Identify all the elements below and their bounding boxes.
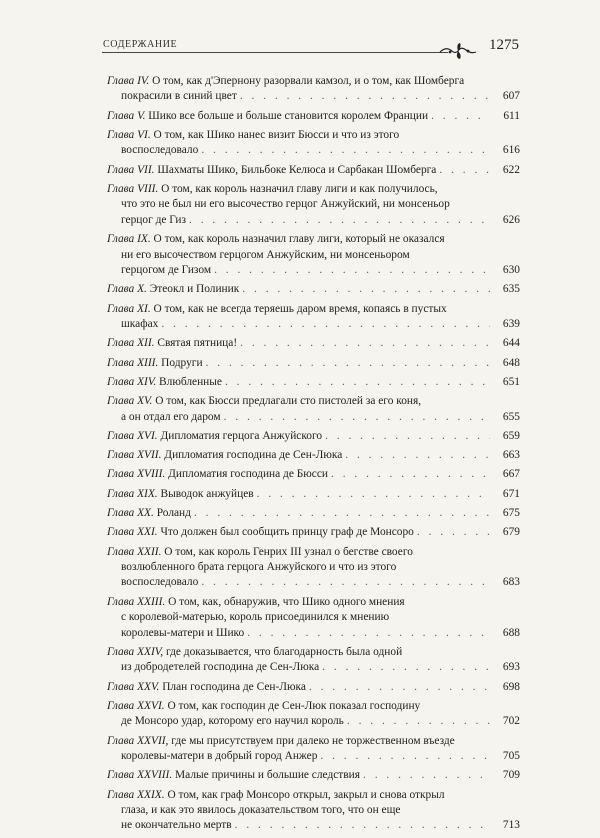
entry-text [107,789,445,801]
entry-line [107,680,490,695]
entry-line [107,545,490,560]
entry-line [107,197,490,212]
entry-text [107,735,455,747]
chapter-title-text: О том, как не всегда теряешь даром время, копаясь в пустых [153,302,447,315]
entry-line [107,89,490,104]
entry-page-number: 688 [502,626,520,639]
entry-line [107,803,490,818]
dot-leader [189,213,490,228]
entry-line [107,302,490,317]
page-number: 1275 [489,37,519,53]
entry-text [107,395,421,407]
entry-text [107,356,203,371]
entry-page-number: 705 [502,749,520,762]
entry-line [107,336,490,351]
entry-text [107,336,237,351]
chapter-label: Глава VI. [107,129,151,141]
chapter-title-text: Шахматы Шико, Бильбоке Келюса и Сарбакан Шомберга [157,163,437,176]
entry-page-number: 635 [502,283,520,296]
dot-leader [206,356,490,371]
entry-line [107,818,490,833]
chapter-label: Глава VIII. [107,183,159,195]
entry-text [121,410,221,425]
entry-line [107,143,490,158]
chapter-label: Глава XII. [107,337,155,350]
toc-entry [107,506,520,521]
entry-page-number: 709 [502,769,520,782]
chapter-title-text: покрасили в синий цвет [121,90,237,103]
entry-text [107,768,360,783]
chapter-title-text: воспоследовало [121,144,199,157]
chapter-title-text: не окончательно мертв [121,819,232,832]
entry-line [107,749,490,764]
entry-line [107,506,490,521]
chapter-title-text: О том, как, обнаружив, что Шико одного мнения [168,595,405,608]
entry-text [121,749,317,764]
entry-page-number: 607 [502,90,520,103]
chapter-title-text: королевы-матери и Шико [121,626,245,639]
entry-page-number: 671 [502,487,520,500]
entry-text [121,249,410,261]
entry-text [121,561,396,573]
entry-line [107,232,490,247]
entry-text [107,183,438,195]
toc-entry [107,680,520,695]
toc-entry [107,163,520,178]
dot-leader [431,109,490,124]
entry-page-number: 626 [502,213,520,226]
entry-line [107,595,490,610]
entry-text [107,303,447,315]
chapter-title-text: герцог де Гиз [121,213,187,226]
chapter-title-text: О том, как король назначил главу лиги и как получилось, [161,183,438,195]
toc-entry [107,375,520,390]
table-of-contents [107,74,520,838]
dot-leader [242,282,490,297]
chapter-title-text: О том, как граф Монсоро открыл, закрыл и снова открыл [167,788,445,801]
chapter-title-text: О том, как господин де Сен-Люк показал господину [167,699,421,712]
dot-leader [225,375,490,390]
entry-page-number: 655 [502,410,520,423]
entry-text [107,109,428,124]
chapter-title-text: шкафах [121,317,159,330]
entry-page-number: 644 [502,337,520,350]
entry-page-number: 659 [502,429,520,442]
entry-line [107,263,490,278]
chapter-label: Глава XXIX. [107,788,165,801]
chapter-label: Глава X. [107,283,147,296]
entry-text [107,163,436,178]
chapter-label: Глава XVI. [107,429,158,442]
entry-text [121,611,389,623]
chapter-title-text: ни его высочеством герцогом Анжуйским, ни монсеньором [121,248,410,261]
entry-line [107,467,490,482]
entry-page-number: 663 [502,449,520,462]
chapter-title-text: возлюбленного брата герцога Анжуйского и что из этого [121,561,397,573]
toc-entry [107,128,520,159]
chapter-title-text: где доказывается, что благодарность была одной [166,645,403,658]
chapter-label: Глава XIV. [107,375,157,388]
chapter-title-text: глаза, и как это явилось доказательством того, что он еще [121,803,401,816]
entry-line [107,109,490,124]
toc-entry [107,788,520,834]
toc-entry [107,74,520,105]
entry-text [121,660,319,675]
chapter-label: Глава XVIII. [107,468,166,481]
chapter-title-text: О том, как д'Эпернону разорвали камзол, и о том, как Шомберга [152,75,465,87]
entry-page-number: 693 [502,661,520,674]
entry-line [107,575,490,590]
toc-entry [107,394,520,425]
entry-line [107,74,490,89]
chapter-title-text: О том, как король Генрих III узнал о бегстве своего [164,545,413,558]
chapter-title-text: О том, как Шико нанес визит Бюсси и что из этого [153,129,400,141]
chapter-label: Глава XXIII. [107,595,166,608]
toc-entry [107,545,520,591]
chapter-label: Глава XXVI. [107,699,165,712]
entry-text [107,525,414,540]
entry-page-number: 667 [502,468,520,481]
section-title: СОДЕРЖАНИЕ [103,39,178,50]
entry-page-number: 622 [502,163,520,176]
dot-leader [201,143,490,158]
entry-text [121,198,450,210]
toc-entry [107,356,520,371]
entry-text [107,467,328,482]
dot-leader [247,626,490,641]
entry-text [121,626,244,641]
entry-page-number: 698 [502,680,520,693]
dot-leader [240,336,490,351]
chapter-label: Глава VII. [107,163,155,176]
toc-entry [107,645,520,676]
dot-leader [161,317,490,332]
entry-page-number: 675 [502,507,520,519]
chapter-label: Глава XXVII, [107,734,169,747]
chapter-label: Глава XV. [107,395,153,408]
entry-line [107,768,490,783]
toc-entry [107,232,520,278]
entry-line [107,128,490,143]
dot-leader [345,448,490,463]
entry-line [107,788,490,803]
chapter-title-text: королевы-матери в добрый город Анжер [121,749,318,762]
chapter-title-text: Дипломатия герцога Анжуйского [160,429,323,442]
chapter-label: Глава XXV. [107,680,160,693]
entry-text [107,282,239,297]
entry-line [107,645,490,660]
toc-entry [107,734,520,765]
chapter-label: Глава IX. [107,233,151,246]
toc-entry [107,302,520,333]
chapter-label: Глава IV. [107,75,150,87]
entry-line [107,410,490,425]
chapter-title-text: План господина де Сен-Люка [162,680,306,693]
toc-entry [107,109,520,124]
chapter-label: Глава XXIV, [107,645,164,658]
entry-text [121,714,344,729]
chapter-label: Глава XIX. [107,487,158,500]
toc-entry [107,182,520,228]
entry-page-number: 713 [502,819,520,832]
entry-line [107,429,490,444]
entry-text [121,804,400,816]
entry-text [107,233,445,245]
toc-entry [107,429,520,444]
entry-line [107,487,490,502]
dot-leader [417,525,490,540]
entry-page-number: 648 [502,356,520,369]
header-rule [102,52,448,53]
entry-text [121,575,198,590]
dot-leader [322,660,490,675]
chapter-title-text: Этеокл и Полиник [149,283,240,296]
chapter-title-text: де Монсоро удар, которому его научил король [121,715,344,728]
toc-entry [107,336,520,351]
entry-line [107,375,490,390]
entry-line [107,660,490,675]
dot-leader [439,163,490,178]
entry-line [107,734,490,749]
entry-line [107,714,490,729]
entry-text [107,680,306,695]
entry-text [107,429,322,444]
entry-text [107,75,464,87]
entry-line [107,356,490,371]
entry-text [107,700,420,712]
entry-text [121,213,186,228]
dot-leader [363,768,490,783]
chapter-title-text: Дипломатия господина де Сен-Люка [164,449,343,462]
chapter-label: Глава XXI. [107,526,158,539]
entry-text [121,818,232,833]
entry-line [107,448,490,463]
chapter-title-text: О том, как Бюсси предлагали сто пистолей за его коня, [155,395,422,408]
entry-line [107,626,490,641]
chapter-title-text: что это не был ни его высочество герцог Анжуйский, ни монсеньор [121,198,450,211]
chapter-title-text: Роланд [156,507,191,519]
chapter-label: Глава XXVIII. [107,769,173,782]
entry-line [107,560,490,575]
chapter-title-text: где мы присутствуем при далеко не торжественном въезде [171,734,455,747]
entry-line [107,610,490,625]
dot-leader [309,680,490,695]
running-header [100,30,520,52]
chapter-title-text: Подруги [161,356,203,369]
dot-leader [201,575,490,590]
entry-text [121,317,158,332]
entry-line [107,394,490,409]
toc-entry [107,525,520,540]
chapter-label: Глава XX. [107,507,154,519]
entry-text [107,129,399,141]
dot-leader [257,487,490,502]
entry-line [107,282,490,297]
dot-leader [235,818,490,833]
toc-entry [107,282,520,297]
entry-line [107,317,490,332]
entry-text [121,143,198,158]
chapter-title-text: Шико все больше и больше становится королем Франции [148,109,429,122]
entry-line [107,182,490,197]
entry-line [107,213,490,228]
entry-page-number: 651 [502,375,520,388]
chapter-title-text: Выводок анжуйцев [160,487,254,500]
dot-leader [214,263,490,278]
entry-text [107,596,405,608]
chapter-label: Глава XIII. [107,356,159,369]
dot-leader [224,410,490,425]
toc-entry [107,467,520,482]
dot-leader [331,467,490,482]
chapter-title-text: герцогом де Гизом [121,263,212,276]
entry-page-number: 616 [502,144,520,157]
entry-page-number: 702 [502,715,520,728]
chapter-label: Глава XXII. [107,545,162,558]
ornament-icon [438,42,478,60]
dot-leader [347,714,490,729]
entry-text [107,375,222,390]
entry-line [107,163,490,178]
chapter-title-text: из добродетелей господина де Сен-Люка [121,661,320,674]
toc-entry [107,768,520,783]
entry-line [107,248,490,263]
chapter-title-text: Влюбленные [159,375,222,388]
chapter-title-text: Дипломатия господина де Бюсси [168,468,329,481]
entry-text [107,506,191,521]
toc-entry [107,595,520,641]
entry-page-number: 639 [502,317,520,330]
dot-leader [194,506,490,521]
entry-text [121,263,211,278]
chapter-title-text: Малые причины и большие следствия [175,769,360,782]
entry-page-number: 683 [502,576,520,589]
chapter-title-text: О том, как король назначил главу лиги, который не оказался [153,233,445,246]
chapter-title-text: Святая пятница! [157,337,238,350]
toc-entry [107,448,520,463]
entry-line [107,525,490,540]
entry-page-number: 611 [503,109,520,122]
entry-line [107,699,490,714]
dot-leader [320,749,490,764]
entry-text [107,646,402,658]
dot-leader [325,429,490,444]
chapter-label: Глава XI. [107,302,151,315]
chapter-label: Глава XVII. [107,449,162,462]
dot-leader [240,89,490,104]
entry-text [121,89,237,104]
entry-text [107,546,413,558]
chapter-title-text: а он отдал его даром [121,410,221,423]
chapter-title-text: Что должен был сообщить принцу граф де Монсоро [160,526,414,539]
chapter-title-text: с королевой-матерью, король присоединился к мнению [121,611,390,624]
chapter-title-text: воспоследовало [121,576,199,589]
entry-page-number: 679 [502,526,520,539]
toc-entry [107,487,520,502]
entry-text [107,487,254,502]
chapter-label: Глава V. [107,109,146,122]
entry-text [107,448,342,463]
toc-entry [107,699,520,730]
entry-page-number: 630 [502,263,520,276]
